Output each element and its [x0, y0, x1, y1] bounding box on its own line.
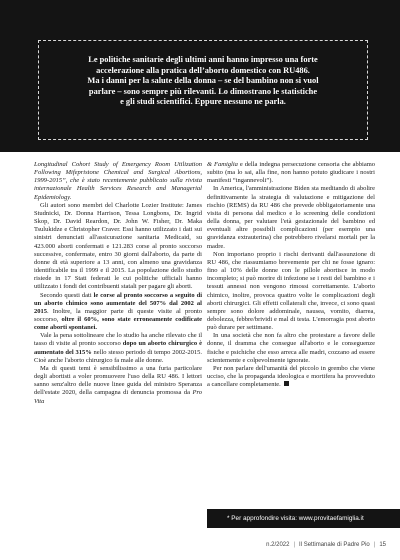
- issue-number: n.2/2022: [266, 542, 290, 548]
- text-run: Vale la pena sottolineare che lo studio ha anche rilevato che il tasso di visite al pronto soccorso: [34, 332, 202, 348]
- article-paragraph: Non importano proprio i rischi derivanti dall'assunzione di RU 486, che riassumiamo brevemente per chi ne fosse ignaro: fino al 10% delle donne con le pillole abortisce in modo incompleto; si può morire di infezione se i resti del bambino e i tessuti annessi non vengono rimossi correttamente. L'aborto chimico, inoltre, provoca quattro volte le complicazioni degli aborti chirurgici. Gli effetti collaterali che, invece, ci sono quasi sempre sono dolore addominale, nausea, vomito, diarrea, debolezza, febbre/brividi e mal di testa. L'emorragia post aborto può durare per settimane.: [207, 250, 375, 332]
- footer-separator: |: [373, 542, 376, 548]
- text-run-italic: & Famiglia: [207, 161, 238, 168]
- headline-line: Le politiche sanitarie degli ultimi anni hanno impresso una forte: [88, 55, 318, 64]
- article-paragraph: [34, 365, 202, 406]
- text-run: Ma di questi temi è sensibilissimo a una furia particolare degli abortisti a voler promuovere l'uso della RU 486. I lettori sanno senz'altro delle nuove linee guida del ministro Speranza dell'estate 2020, della campagna di denuncia promossa da: [34, 364, 202, 397]
- headline-banner: [0, 0, 400, 152]
- text-run: Per non parlare dell'umanità del piccolo in grembo che viene ucciso, che la propaganda ideologica e mortifera ha provveduto a cancellare completamente.: [207, 364, 375, 389]
- text-run: e della indegna persecuzione censoria che abbiamo subito (ma lo sai, alla fine, non hanno potuto giudicare i nostri manifesti “ingannevoli”).: [207, 161, 376, 185]
- headline-line: accelerazione alla pratica dell’aborto domestico con RU486.: [96, 65, 310, 75]
- article-paragraph: In una società che non fa altro che protestare a favore delle donne, il dramma che consegue all'aborto e le conseguenze fisiche e psichiche che esso arreca alle madri, cozzano ad essere scientemente e colpevolmente ignorate.: [207, 332, 375, 364]
- article-paragraph: [207, 161, 375, 185]
- magazine-name: Il Settimanale di Padre Pio: [299, 542, 370, 548]
- article-paragraph: In America, l'amministrazione Biden sta meditando di abolire definitivamente la strategia di valutazione e mitigazione del rischio (REMS) da RU 486 che prevede obbligatoriamente una visita di persona dal medico e lo screening delle condizioni della donna, per valutare l'età gestazionale del bambino ed eventuali altre possibili complicazioni (per esempio una gravidanza extrauterina) che potrebbero rivelarsi mortali per la madre.: [207, 185, 375, 250]
- headline-line: e gli studi scientifici. Eppure nessuno ne parla.: [120, 97, 286, 107]
- text-run: . Inoltre, la maggior parte di queste visite al pronto soccorso,: [34, 307, 202, 323]
- headline-line: parlare – sono sempre più rilevanti. Lo dimostrano le statistiche: [88, 86, 318, 96]
- footer-separator: |: [293, 542, 296, 548]
- article-column-left: [34, 161, 202, 406]
- text-run-bold: oltre il 60%, sono state erroneamente codificate come aborti spontanei.: [34, 315, 202, 332]
- end-of-article-mark: [284, 381, 289, 386]
- article-paragraph: Gli autori sono membri del Charlotte Lozier Institute: James Studnicki, Dr. Donna Harrison, Tessa Longbons, Dr. Ingrid Skop, Dr. David Reardon, Dr. John W. Fisher, Dr. Maka Tsulukidze e Christopher Craver. Essi hanno utilizzato i dati sui sinistri denunciati all'assicurazione sanitaria Medicaid, su 423.000 aborti confermati e 121.283 corse al pronto soccorso successive, confermate, entro 30 giorni dall'aborto, da parte di donne di età superiore a 13 anni, con almeno una gravidanza identificabile tra il 1999 e il 2015. La popolazione dello studio risiede in 17 Stati federati le cui politiche ufficiali hanno utilizzato i fondi dei contribuenti statali per pagare gli aborti.: [34, 201, 202, 291]
- text-run: nello stesso periodo di tempo 2002-2015. Cioè anche l'aborto chirurgico fa male alle donne.: [34, 348, 202, 364]
- article-paragraph: [207, 365, 375, 389]
- text-run: Secondo questi dati: [40, 291, 94, 299]
- study-citation: Longitudinal Cohort Study of Emergency Room Utilization Following Mifepristone Chemical and Surgical Abortions, 1999-2015”, che è stato recentemente pubblicato sulla rivista internazionale Health Services Research and Managerial Epidemiology.: [34, 161, 202, 201]
- article-column-right: [207, 161, 375, 389]
- article-paragraph: [34, 292, 202, 333]
- website-callout: * Per approfondire visita: www.provitaefamiglia.it: [207, 509, 400, 528]
- text-run-bold: dopo un aborto chirurgico è aumentato del 315%: [34, 340, 202, 356]
- article-paragraph: [34, 161, 202, 202]
- headline-line: Ma i danni per la salute della donna – se del bambino non si vuol: [87, 76, 319, 86]
- headline-text: [40, 55, 366, 108]
- text-run-bold: le corse al pronto soccorso a seguito di un aborto chimico sono aumentate del 507% dal 2002 al 2015: [34, 291, 202, 315]
- article-paragraph: [34, 332, 202, 365]
- text-run-italic: Pro Vita: [34, 389, 202, 405]
- page-number: 15: [379, 542, 386, 548]
- page-footer: [266, 542, 386, 548]
